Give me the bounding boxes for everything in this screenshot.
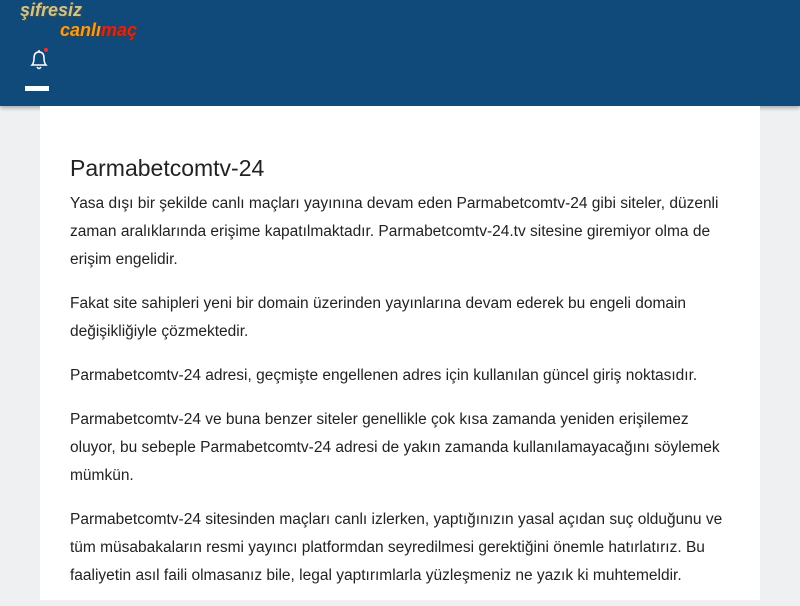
site-logo[interactable] [20,1,170,41]
article-paragraph: Parmabetcomtv-24 ve buna benzer siteler genellikle çok kısa zamanda yeniden erişilemez oluyor, bu sebeple Parmabetcomtv-24 adresi de yakın zamanda kullanılamayacağını söylemek mümkün. [70,411,720,484]
article-title: Parmabetcomtv-24 [70,155,265,181]
article-paragraph: Fakat site sahipleri yeni bir domain üzerinden yayınlarına devam ederek bu engeli domain değişikliğiyle çözmektedir. [70,295,687,340]
menu-toggle-button[interactable] [25,86,49,91]
logo-text-mac: maç [101,20,138,40]
logo-text-top: şifresiz [20,0,83,20]
site-header [0,0,800,106]
article-paragraph: Parmabetcomtv-24 adresi, geçmişte engellenen adres için kullanılan güncel giriş noktasıdır. [70,367,698,384]
logo-text-bottom [60,21,137,40]
article-paragraph: Yasa dışı bir şekilde canlı maçları yayınına devam eden Parmabetcomtv-24 gibi siteler, düzenli zaman aralıklarında erişime kapatılmaktadır. Parmabetcomtv-24.tv sitesine giremiyor olma de erişim engelidir. [70,195,719,268]
article-paragraph: Parmabetcomtv-24 sitesinden maçları canlı izlerken, yaptığınızın yasal açıdan suç olduğunu ve tüm müsabakaların resmi yayıncı platformdan seyredilmesi gerektiğini önemle hatırlatırız. Bu faaliyetin asıl faili olmasanız bile, legal yaptırımlarla yüzleşmeniz ne yazık ki muhtemeldir. [70,511,723,584]
logo-text-canli: canlı [60,20,102,40]
notification-badge [44,48,48,52]
article-container [40,106,760,600]
article-body [70,190,735,606]
